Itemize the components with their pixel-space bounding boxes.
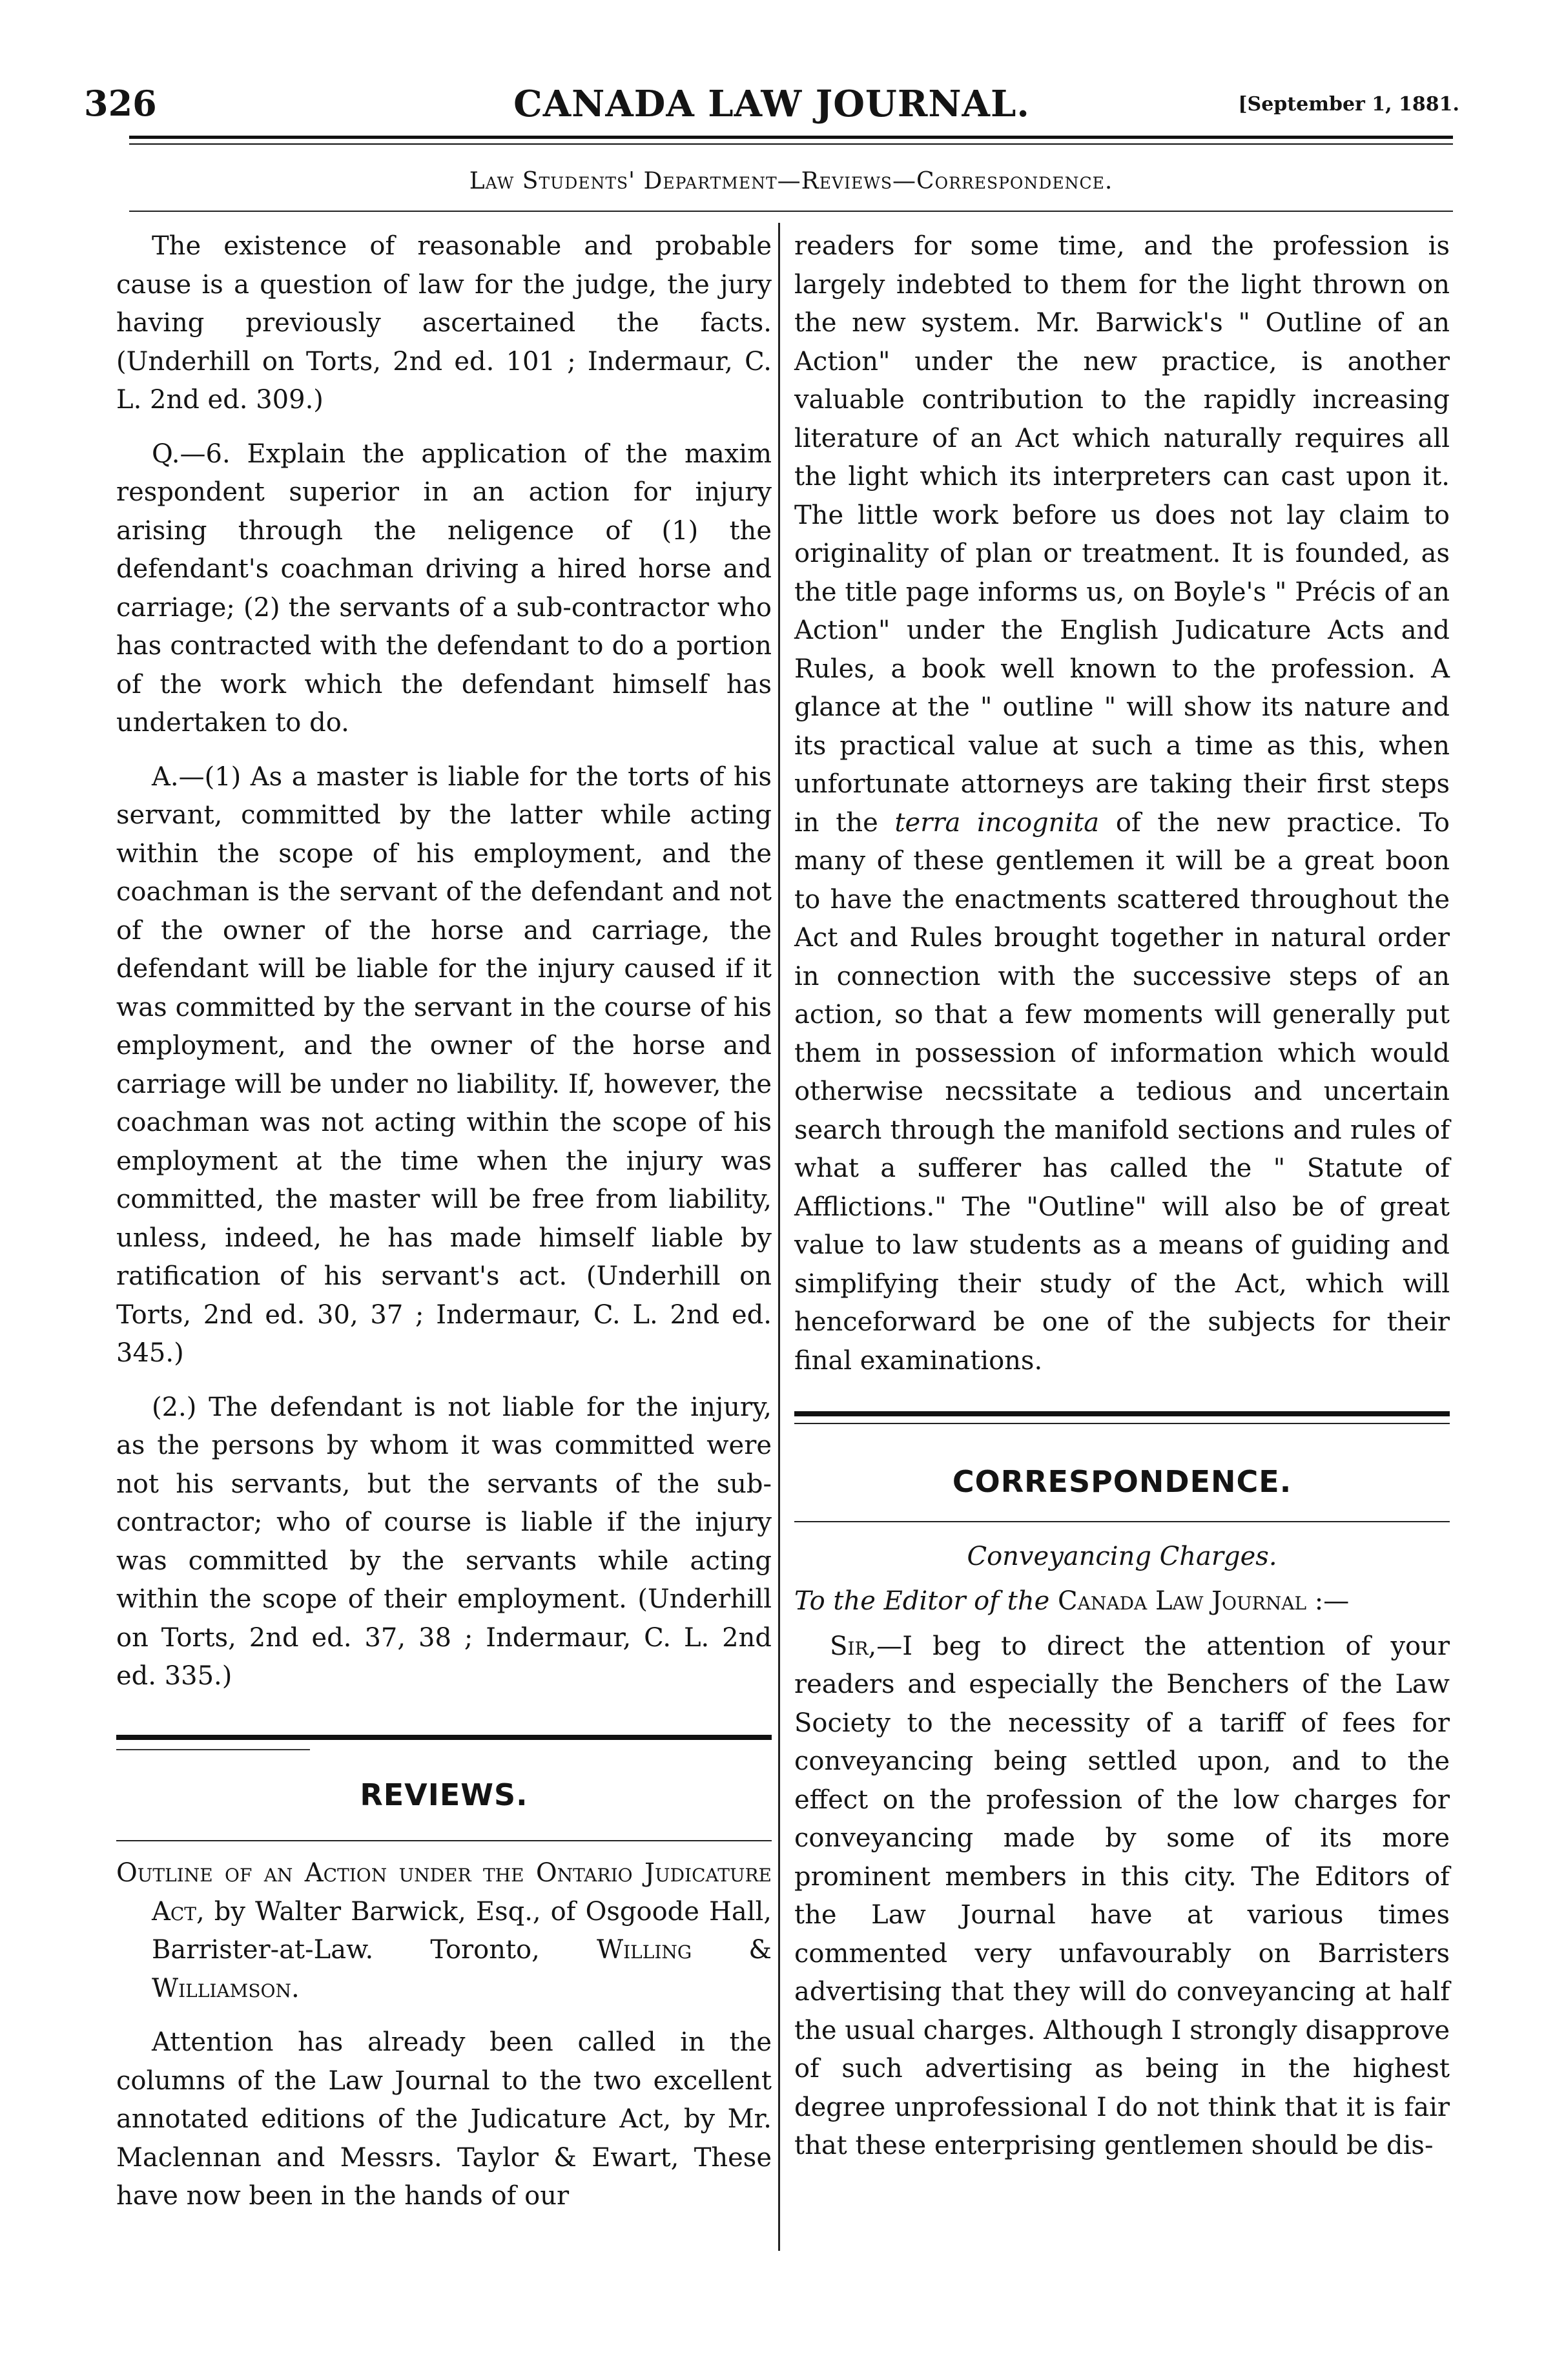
letter-text: —I beg to direct the attention of your readers and especially the Benchers of the Law Society to the necessity of a tariff of fees for conveyancing being settled upon, and to the effect on the profession of the low charges for conveyancing made by some of its more prominent members in this city. The Editors of the Law Journal have at various times commented very unfavourably on Barristers advertising that they will do conveyancing at half the usual charges. Although I strongly disapprove of such advertising as being in the highest degree unprofessional I do not think that it is fair that these enterprising gentlemen should be dis- [794,1631,1450,2160]
terra-incognita: terra incognita [894,807,1100,838]
question-6: Q.—6. Explain the application of the maxim respondent superior in an action for injury arising through the neligence of (1) the defendant's coachman driving a hired horse and carriage; (2) the servants of a sub-contractor who has contracted with the defendant to do a portion of the work which the defendant himself has undertaken to do. [116,439,772,738]
reviews-thick-rule [116,1735,772,1740]
review-book-title: Outline of an Action under the Ontario Judicature Act, [116,1858,772,1927]
header-rule [129,136,1453,139]
column-separator [778,223,780,2251]
correspondence-heading-rule [794,1521,1450,1522]
review-book-publisher: Willing & Williamson. [152,1935,772,2003]
issue-date: [September 1, 1881. [1238,93,1459,116]
journal-title: CANADA LAW JOURNAL. [513,83,1030,125]
correspondence-thin-rule [794,1423,1450,1424]
page-number: 326 [84,83,157,124]
letter-address-end: :— [1306,1586,1350,1616]
page-header [84,83,1459,128]
answer-6-part-1: A.—(1) As a master is liable for the torts of his servant, committed by the latter while acting within the scope of his employment, and the coachman is the servant of the defendant and not of the owner of the horse and carriage, the defendant will be liable for the injury caused if it was committed by the servant in the course of his employment, and the owner of the horse and carriage will be under no liability. If, however, the coachman was not acting within the scope of his employment at the time when the injury was committed, the master will be free from liability, unless, indeed, he has made himself liable by ratification of his servant's act. (Underhill on Torts, 2nd ed. 30, 37 ; Indermaur, C. L. 2nd ed. 345.) [116,761,772,1368]
review-citation [116,1854,772,2008]
letter-body [794,1628,1450,2166]
subheading-rule [129,211,1453,212]
correspondence-heading: CORRESPONDENCE. [952,1464,1292,1499]
correspondence-top-rules [794,1411,1450,1424]
letter-salutation: Sir, [830,1631,877,1661]
reviews-heading: REVIEWS. [360,1777,528,1812]
left-column [116,227,772,2216]
review-book-author: by Walter Barwick, Esq., of Osgoode Hall, Barrister-at-Law. Toronto, [152,1896,772,1965]
section-subheading: Law Students' Department—Reviews—Correspondence. [469,168,1113,194]
review-continuation [794,227,1450,1380]
review-continuation-a: readers for some time, and the profession is largely indebted to them for the light thrown on the new system. Mr. Barwick's " Outline of an Action" under the new practice, is another valuable contribution to the rapidly increasing literature of an Act which naturally requires all the light which its interpreters can cast upon it. The little work before us does not lay claim to originality of plan or treatment. It is founded, as the title page informs us, on Boyle's " Précis of an Action" under the English Judicature Acts and Rules, a book well known to the profession. A glance at the " outline " will show its nature and its practical value at such a time as this, when unfortunate attorneys are taking their first steps in the [794,231,1450,838]
letter-address-journal: Canada Law Journal [1058,1586,1307,1616]
answer-6-part-2: (2.) The defendant is not liable for the injury, as the persons by whom it was committed were not his servants, but the servants of the sub-contractor; who of course is liable if the injury was committed by the servants while acting within the scope of their employment. (Underhill on Torts, 2nd ed. 37, 38 ; Indermaur, C. L. 2nd ed. 335.) [116,1392,772,1691]
probable-cause-paragraph: The existence of reasonable and probable cause is a question of law for the judge, the jury having previously ascertained the facts. (Underhill on Torts, 2nd ed. 101 ; Indermaur, C. L. 2nd ed. 309.) [116,231,772,415]
reviews-heading-rule [116,1840,772,1841]
review-continuation-b: of the new practice. To many of these gentlemen it will be a great boon to have the enactments scattered throughout the Act and Rules brought together in natural order in connection with the successive steps of an action, so that a few moments will generally put them in possession of information which would otherwise necssitate a tedious and uncertain search through the manifold sections and rules of what a sufferer has called the " Statute of Afflictions." The "Outline" will also be of great value to law students as a means of guiding and simplifying their study of the Act, which will henceforward be one of the subjects for their final examinations. [794,807,1450,1376]
header-rule-thin [129,143,1453,145]
reviews-top-rules [116,1735,772,1750]
correspondence-thick-rule [794,1411,1450,1416]
reviews-short-rule [116,1749,310,1750]
letter-title: Conveyancing Charges. [967,1541,1277,1571]
review-body: Attention has already been called in the columns of the Law Journal to the two excellent annotated editions of the Judicature Act, by Mr. Maclennan and Messrs. Taylor & Ewart, These have now been in the hands of our [116,2027,772,2211]
letter-address [794,1582,1450,1621]
right-column [794,227,1450,2166]
letter-address-lead: To the Editor of the [794,1586,1058,1616]
